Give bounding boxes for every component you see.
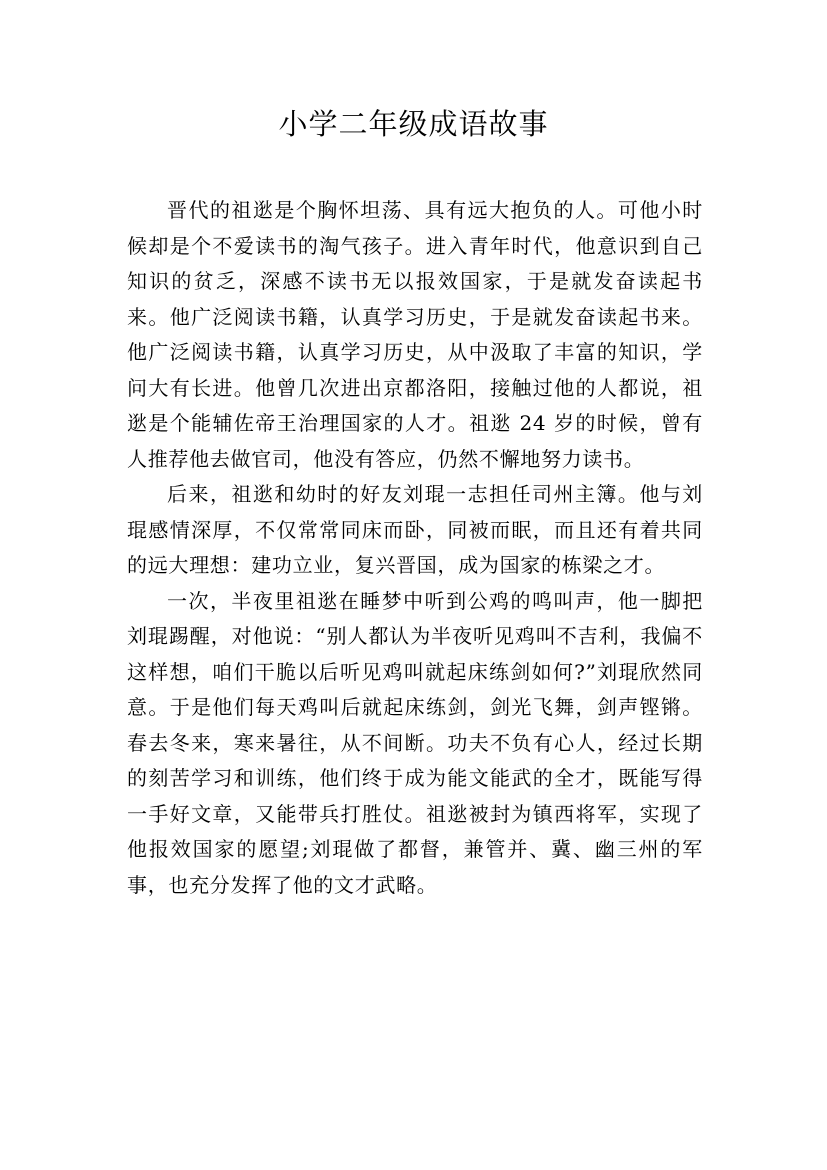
document-title: 小学二年级成语故事 (278, 107, 549, 141)
paragraph-2: 后来，祖逖和幼时的好友刘琨一志担任司州主簿。他与刘琨感情深厚，不仅常常同床而卧，同被而眠，而且还有着共同的远大理想：建功立业，复兴晋国，成为国家的栋梁之才。 (127, 482, 703, 577)
paragraph-1: 晋代的祖逖是个胸怀坦荡、具有远大抱负的人。可他小时候却是个不爱读书的淘气孩子。进入青年时代，他意识到自己知识的贫乏，深感不读书无以报效国家，于是就发奋读起书来。他广泛阅读书籍，认真学习历史，于是就发奋读起书来。他广泛阅读书籍，认真学习历史，从中汲取了丰富的知识，学问大有长进。他曾几次进出京都洛阳，接触过他的人都说，祖逖是个能辅佐帝王治理国家的人才。祖逖 24 岁的时候，曾有人推荐他去做官司，他没有答应，仍然不懈地努力读书。 (127, 198, 703, 471)
document-body (127, 193, 703, 903)
paragraph-3: 一次，半夜里祖逖在睡梦中听到公鸡的鸣叫声，他一脚把刘琨踢醒，对他说：“别人都认为半夜听见鸡叫不吉利，我偏不这样想，咱们干脆以后听见鸡叫就起床练剑如何?”刘琨欣然同意。于是他们每天鸡叫后就起床练剑，剑光飞舞，剑声铿锵。春去冬来，寒来暑往，从不间断。功夫不负有心人，经过长期的刻苦学习和训练，他们终于成为能文能武的全才，既能写得一手好文章，又能带兵打胜仗。祖逖被封为镇西将军，实现了他报效国家的愿望;刘琨做了都督，兼管并、冀、幽三州的军事，也充分发挥了他的文才武略。 (127, 588, 703, 897)
